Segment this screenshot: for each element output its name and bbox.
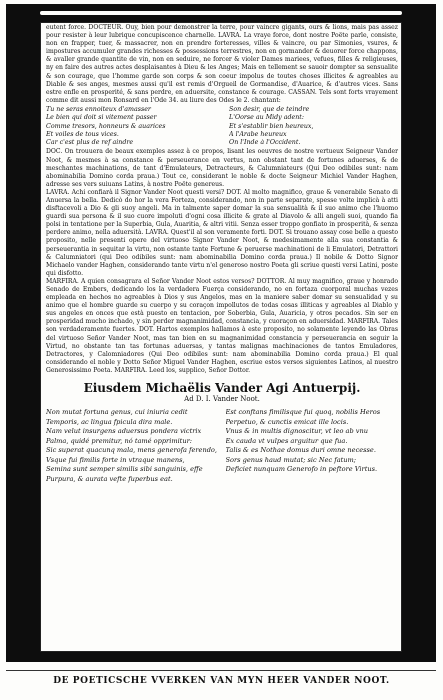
poem-line: Deficiet nunquam Generofo in peftore Virtus.	[225, 465, 378, 474]
verse-line: Et s'establir bien heureux,	[229, 122, 314, 130]
poem-line: Temporis, ac lingua fpicula dira male.	[46, 417, 173, 426]
poem-left-column	[46, 408, 218, 484]
verse-line: Le bien qui doit si vitement passer	[46, 114, 157, 122]
poem-heading: Eiusdem Michaëlis Vander Agi Antuerpij.	[83, 381, 361, 396]
decorative-border-bottom	[6, 652, 436, 662]
verse-line: L'Oorse au Midy adent:	[229, 114, 304, 122]
poem-line: Talis & es Nothae domus duri omne necesse.	[225, 446, 376, 455]
poem-line: Semina sunt semper similis sibi sanguinis, effe	[46, 465, 203, 474]
decorative-border-top	[6, 4, 436, 22]
paragraph-italian-dialogue: LAVRA. Achi confiarà il Signor Vander Noot questi versi? DOT. Al molto magnifico, graue & venerabile Senato di Anuersa la bella. Dedicò do hor la vera Forteza, considerando, non in parte separate, spesse volte implicà à atti disftacevoli a Dio & gli suoy angeli. Ma in talmente saper domar la sua sensualità & il suo animo che l'huomo guardi sua persona & il suo cuore impoluti d'ogni cosa illicite & grate al Diavolo & alli angeli suoi, quando fia polsi in tentatione per la Superbia, Gula, Auaritia, & altri vitii. Senza esser troppo gonfiato in prosperità, & senza perdere animo, nella aduersità. LAVRA. Quest'il al son veramente forti. DOT. Si trouano assay cose belle a questo proposito, nelle presenti opere del virtuoso Signor Vander Noot, & medesimamente alla sua constantia & perseuerantia in sequitar la virtu, non ostante tante Fortune & peruerse machinationi de li Emulatori, Detrattori & Calumniatori (qui Deo odibiles sunt: nam abominabilia Domino corda praua.) Il nobile & Dotto Signor Michaelo vander Haghen, considerando tante virtu n'el generoso nostro Poeta gli scriue questi versi Latini, poste qui disfotto.	[46, 188, 398, 277]
paragraph-french-dialogue: eutent force. DOCTEUR. Ouy, bien pour demonstrer la terre, pour vaincre gigants, ours & lions, mais pas assez pour resister à leur lubrique concupiscence charnelle. LAVRA. La vraye force, dont nostre Poëte parle, consiste, non en frapper, tuer, & massacrer, non en prendre forteresses, villes & vaincre, ou par Simonies, vsures, & impostures accumuler grandes richesses & possessions terrestres, non en gormander & deuorer force chappons, & avaller grande quantite de vin, non en seduire, ne forcer & violer Dames mariees, vefues, filles & religieuses, ny en faire des autres actes desplaisantes à Dieu & les Anges; Mais en tellement se sauoir dompter sa sensualite & son courage, que l'homme garde son corps & son coeur impolus de toutes choses illicites & agreables au Diable & ses anges, mesmes aussi qu'il est remis d'Orgueil de Gormandise, d'Auarice, & d'autres vices. Sans estre enfle en prosperité, & sans perdre, en aduersite, constance & courage. CASSAN. Tels sont forts vrayement comme dit aussi mon Ronsard en l'Ode 34. au liure des Odes le 2. chantant:	[46, 24, 398, 104]
verse-line: Et voiles de tous vices.	[46, 130, 119, 138]
poem-line: Est conftans fimilisque fui quoq, nobilis Heros	[225, 408, 381, 417]
decorative-border-left	[6, 4, 40, 658]
verse-line: Tu ne seras ennoiteux d'amasser	[46, 105, 151, 113]
poem-dedication: Ad D. I. Vander Noot.	[184, 395, 260, 404]
running-footer: DE POETICSCHE VVERKEN VAN MYN HEER VANDER NOOT.	[53, 676, 390, 686]
verse-left-column	[46, 106, 215, 147]
poem-right-column	[226, 408, 398, 484]
poem-line: Vsque fui fimilis forte in vtraque manens,	[46, 455, 185, 464]
poem-line: Purpura, & aurata vefte fuperbus eat.	[46, 474, 173, 483]
poem-line: Non mutat fortuna genus, cui iniuria cedit	[46, 408, 188, 417]
verse-line: Son desir, que de teindre	[229, 105, 310, 113]
latin-poem	[46, 408, 398, 484]
ronsard-verse	[46, 106, 398, 147]
verse-line: Car c'est plus de ref aindre	[46, 139, 134, 147]
paragraph-spanish-dialogue: MARFIRA. A quien consagrara el Señor Vander Noot estos versos? DOTTOR. Al muy magnifico, graue y honrado Senado de Embers, dedicando los la verdadera Fuerça considerando, no en fortaza cuorporal muchas vezes empleada en hechos no agreables à Dios y sus Angelos, mas en la maniere saber domar su sensualidad y su animo que el hombre guarde su cuerpo y su coraçon impollutos de todas cosas illiticas y agreables al Diablo y sus angeles en onces que està puesto en tentacion, por Soberbia, Gula, Auaricia, y otros pecados. Sin ser en prosperidad mucho inchado, y sin perder magnanimidad, constancia, y cuoraçon en aduersidad. MARFIRA. Tales son verdaderamente fuertes. DOT. Hartos exemplos hallamos à este proposito, no solamente leyendo las Obras del virtuoso Señor Vander Noot, mas tan bien en su magnanimidad constancia y perseuerancia en seguir la Virtud, no obstante tan tas fortunas aduersas, y tantas malignas machinaciones de tantos Emuladores, Detractores, y Calomniadores (Qui Deo odibiles sunt: nam abominabilia Domino corda praua.) El qual considerando el noble y Dotto Señor Miguel Vander Haghen, escriue estos versos siguientes Latinos, al nuestro Generosissimo Poeta. MARFIRA. Leed los, supplico, Señor Dottor.	[46, 277, 398, 374]
poem-line: Sic superat quacunq mala, mens generofa ferendo,	[46, 446, 217, 455]
poem-line: Palma, quidé premitur, nó tamé opprimitur:	[46, 436, 192, 445]
verse-line: Comme tresors, honneurs & auarices	[46, 122, 166, 130]
paragraph-doc-exemples: DOC. On trouuera de beaux exemples assez à ce propos, lisant les oeuvres de nostre vertueux Seigneur Vander Noot, & mesmes à sa constance & perseuerance en vertus, non obstant tant de fortunes aduerses, & de meschantes machinations, de tant d'Emulateurs, Detracteurs, & Calumniateurs (Qui Deo odibiles sunt: nam abominabilia Domino corda praua.) Tout ce, considerant le noble & docte Seigneur Michiel Vander Haghen, adresse ses vers suiuans Latins, à nostre Poëte genereus.	[46, 148, 398, 188]
footer-divider	[6, 670, 436, 671]
poem-line: Ex cauda vt vulpes arguitur que fua.	[225, 436, 348, 445]
poem-line: Nam velut insurgens aduersus pondera victrix	[46, 427, 202, 436]
poem-line: Perpetuo, & cunctis emicat ille locis.	[225, 417, 349, 426]
verse-line: On l'Inde à l'Occident.	[229, 139, 301, 147]
decorative-border-right	[402, 4, 436, 658]
text-column	[46, 24, 398, 484]
verse-right-column	[229, 106, 398, 147]
poem-line: Vnus & in multis dignoscitur, vt leo ab vnu	[225, 427, 369, 436]
poem-line: Sors genus haud mutat; sic Nec fatum;	[225, 455, 357, 464]
verse-line: A l'Arabe heureux	[229, 130, 287, 138]
